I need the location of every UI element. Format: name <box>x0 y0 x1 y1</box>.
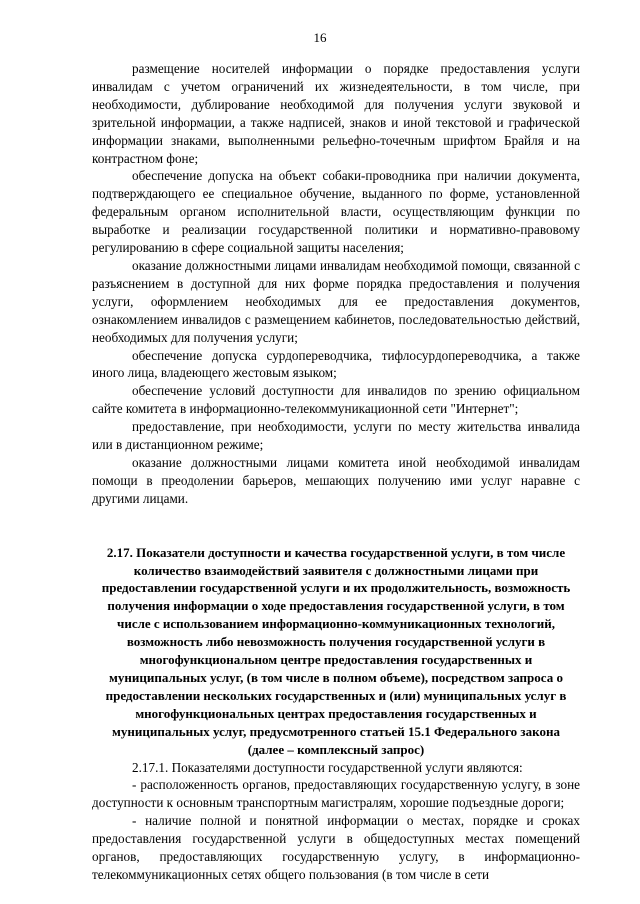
paragraph-staff-assistance: оказание должностными лицами инвалидам необходимой помощи, связанной с разъяснением в доступной для них форме порядка предоставления и получения услуги, оформлением необходимых для ее предоставления документов, ознакомлением инвалидов с размещением кабинетов, последовательностью действий, необходимых для получения услуги; <box>92 257 580 345</box>
page-number: 16 <box>313 30 327 45</box>
section-spacer <box>92 508 580 544</box>
body-text <box>92 60 580 884</box>
paragraph-guide-dog: обеспечение допуска на объект собаки-проводника при наличии документа, подтверждающего ее специальное обучение, выданного по форме, установленной федеральным органом исполнительной власти, осуществляющим функции по выработке и реализации государственной политики и нормативно-правовому регулированию в сфере социальной защиты населения; <box>92 168 580 256</box>
paragraph-transport-access: - расположенность органов, предоставляющих государственную услугу, в зоне доступности к основным транспортным магистралям, хорошие подъездные дороги; <box>92 777 580 811</box>
paragraph-website-accessibility: обеспечение условий доступности для инвалидов по зрению официальном сайте комитета в информационно-телекоммуникационной сети "Интернет"; <box>92 383 580 417</box>
section-heading-2-17: 2.17. Показатели доступности и качества государственной услуги, в том числе количество взаимодействий заявителя с должностными лицами при предоставлении государственной услуги и их продолжительность, возможность получения информации о ходе предоставления государственной услуги, в том числе с использованием информационно-коммуникационных технологий, возможность либо невозможность получения государственной услуги в многофункциональном центре предоставления государственных и муниципальных услуг, (в том числе в полном объеме), посредством запроса о предоставлении нескольких государственных и (или) муниципальных услуг в многофункциональных центрах предоставления государственных и муниципальных услуг, предусмотренного статьей 15.1 Федерального закона (далее – комплексный запрос) <box>101 544 571 757</box>
paragraph-braille-info: размещение носителей информации о порядке предоставления услуги инвалидам с учетом ограничений их жизнедеятельности, в том числе, при необходимости, дублирование необходимой для получения услуги звуковой и зрительной информации, а также надписей, знаков и иной текстовой и графической информации знаками, выполненными рельефно-точечным шрифтом Брайля и на контрастном фоне; <box>92 61 580 166</box>
paragraph-remote-service: предоставление, при необходимости, услуги по месту жительства инвалида или в дистанционном режиме; <box>92 419 580 453</box>
paragraph-sign-interpreter: обеспечение допуска сурдопереводчика, тифлосурдопереводчика, а также иного лица, владеющего жестовым языком; <box>92 347 580 381</box>
paragraph-information-availability: - наличие полной и понятной информации о местах, порядке и сроках предоставления государственной услуги в общедоступных местах помещений органов, предоставляющих государственную услугу, в информационно-телекоммуникационных сетях общего пользования (в том числе в сети <box>92 813 580 882</box>
paragraph-barrier-help: оказание должностными лицами комитета иной необходимой инвалидам помощи в преодолении барьеров, мешающих получению ими услуг наравне с другими лицами. <box>92 454 580 506</box>
paragraph-2-17-1: 2.17.1. Показателями доступности государственной услуги являются: <box>132 759 523 775</box>
